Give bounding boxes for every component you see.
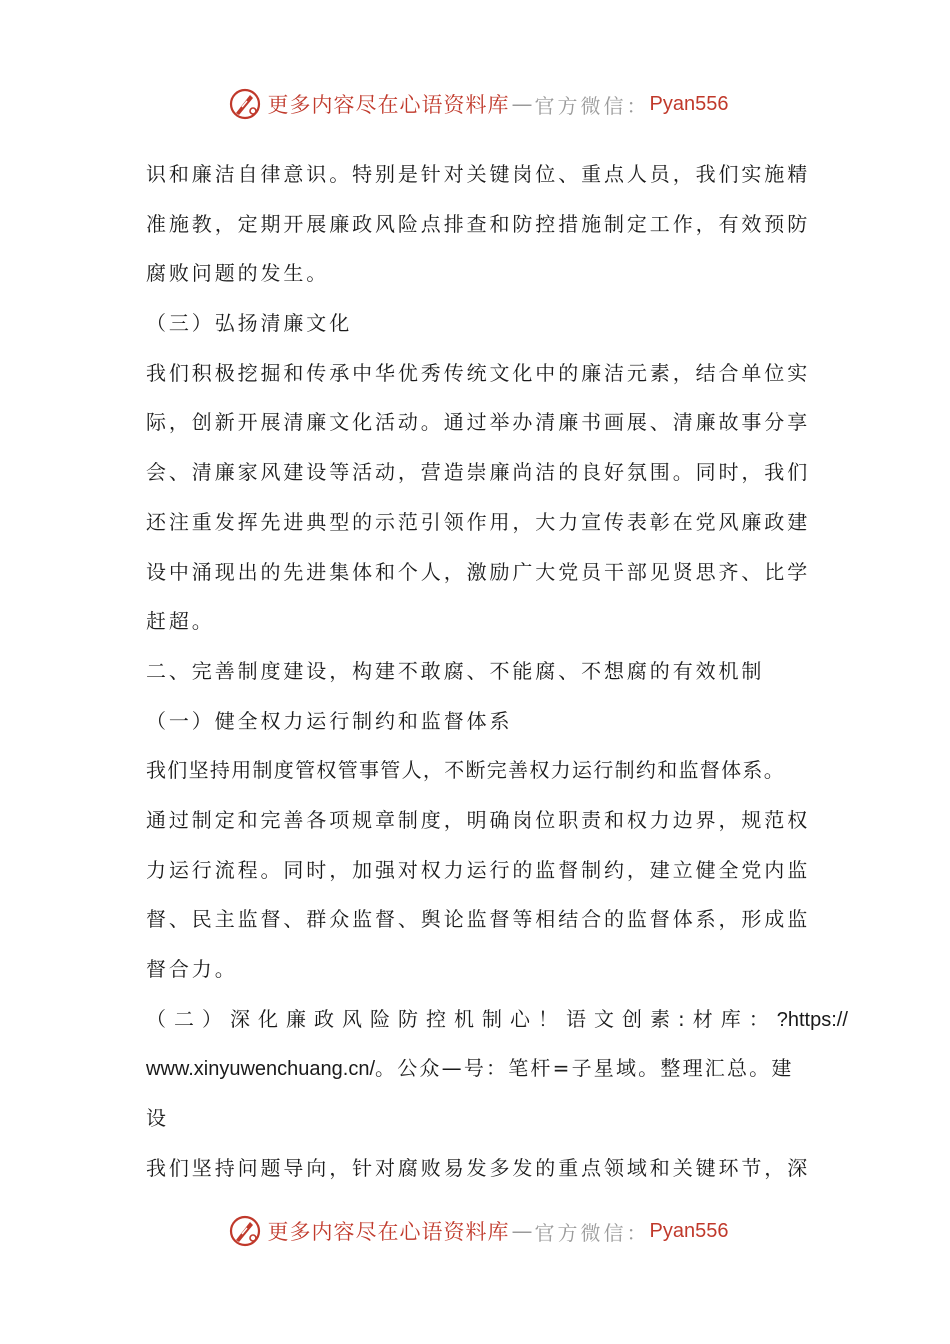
document-body <box>146 150 848 1193</box>
quill-pen-logo-icon <box>228 87 262 121</box>
banner-wechat-label: 官方微信： <box>534 93 650 118</box>
ad-url-part: ?https:// <box>776 1008 848 1031</box>
paragraph-line: 赶超。 <box>146 609 215 634</box>
paragraph-line: 腐败问题的发生。 <box>146 261 330 286</box>
banner-site-text: 更多内容尽在心语资料库 <box>267 1220 510 1244</box>
paragraph-line: 际，创新开展清廉文化活动。通过举办清廉书画展、清廉故事分享 <box>146 410 811 435</box>
paragraph-line: 设中涌现出的先进集体和个人，激励广大党员干部见贤思齐、比学 <box>146 559 811 584</box>
paragraph-line: 力运行流程。同时，加强对权力运行的监督制约，建立健全党内监 <box>146 857 811 882</box>
ad-url: www.xinyuwenchuang.cn/ <box>146 1058 376 1081</box>
section-heading: （一）健全权力运行制约和监督体系 <box>146 708 513 733</box>
section-heading-with-ad <box>146 995 848 1045</box>
banner-wechat-id: Pyan556 <box>649 92 729 115</box>
chapter-heading: 二、完善制度建设，构建不敢腐、不能腐、不想腐的有效机制 <box>146 658 765 683</box>
paragraph-line: 设 <box>146 1106 169 1131</box>
banner-dash: — <box>511 1219 533 1243</box>
banner-wechat-id: Pyan556 <box>649 1219 729 1242</box>
ad-text: 。公众—号：笔杆=子星域。整理汇总。建 <box>375 1056 794 1081</box>
paragraph-line: 督合力。 <box>146 957 238 981</box>
paragraph-line: 督、民主监督、群众监督、舆论监督等相结合的监督体系，形成监 <box>146 907 811 932</box>
footer-watermark-banner <box>0 1211 950 1251</box>
paragraph-line: 还注重发挥先进典型的示范引领作用，大力宣传表彰在党风廉政建 <box>146 509 811 534</box>
banner-site-text: 更多内容尽在心语资料库 <box>267 93 510 117</box>
paragraph-line: 我们坚持用制度管权管事管人，不断完善权力运行制约和监督体系。 <box>146 758 785 783</box>
heading-text: （二）深化廉政风险防控机制心！语文创素:材库： <box>146 1006 777 1031</box>
paragraph-line: 我们坚持问题导向，针对腐败易发多发的重点领域和关键环节，深 <box>146 1155 811 1180</box>
banner-dash: — <box>511 92 533 116</box>
ad-url-line <box>146 1044 810 1094</box>
section-heading: （三）弘扬清廉文化 <box>146 311 353 336</box>
header-watermark-banner <box>0 84 950 124</box>
paragraph-line: 我们积极挖掘和传承中华优秀传统文化中的廉洁元素，结合单位实 <box>146 360 811 385</box>
paragraph-line: 准施教，定期开展廉政风险点排查和防控措施制定工作，有效预防 <box>146 211 811 236</box>
paragraph-line: 会、清廉家风建设等活动，营造崇廉尚洁的良好氛围。同时，我们 <box>146 460 811 485</box>
paragraph-line: 识和廉洁自律意识。特别是针对关键岗位、重点人员，我们实施精 <box>146 162 811 186</box>
paragraph-line: 通过制定和完善各项规章制度，明确岗位职责和权力边界，规范权 <box>146 807 811 832</box>
quill-pen-logo-icon <box>228 1214 262 1248</box>
banner-wechat-label: 官方微信： <box>534 1220 650 1245</box>
